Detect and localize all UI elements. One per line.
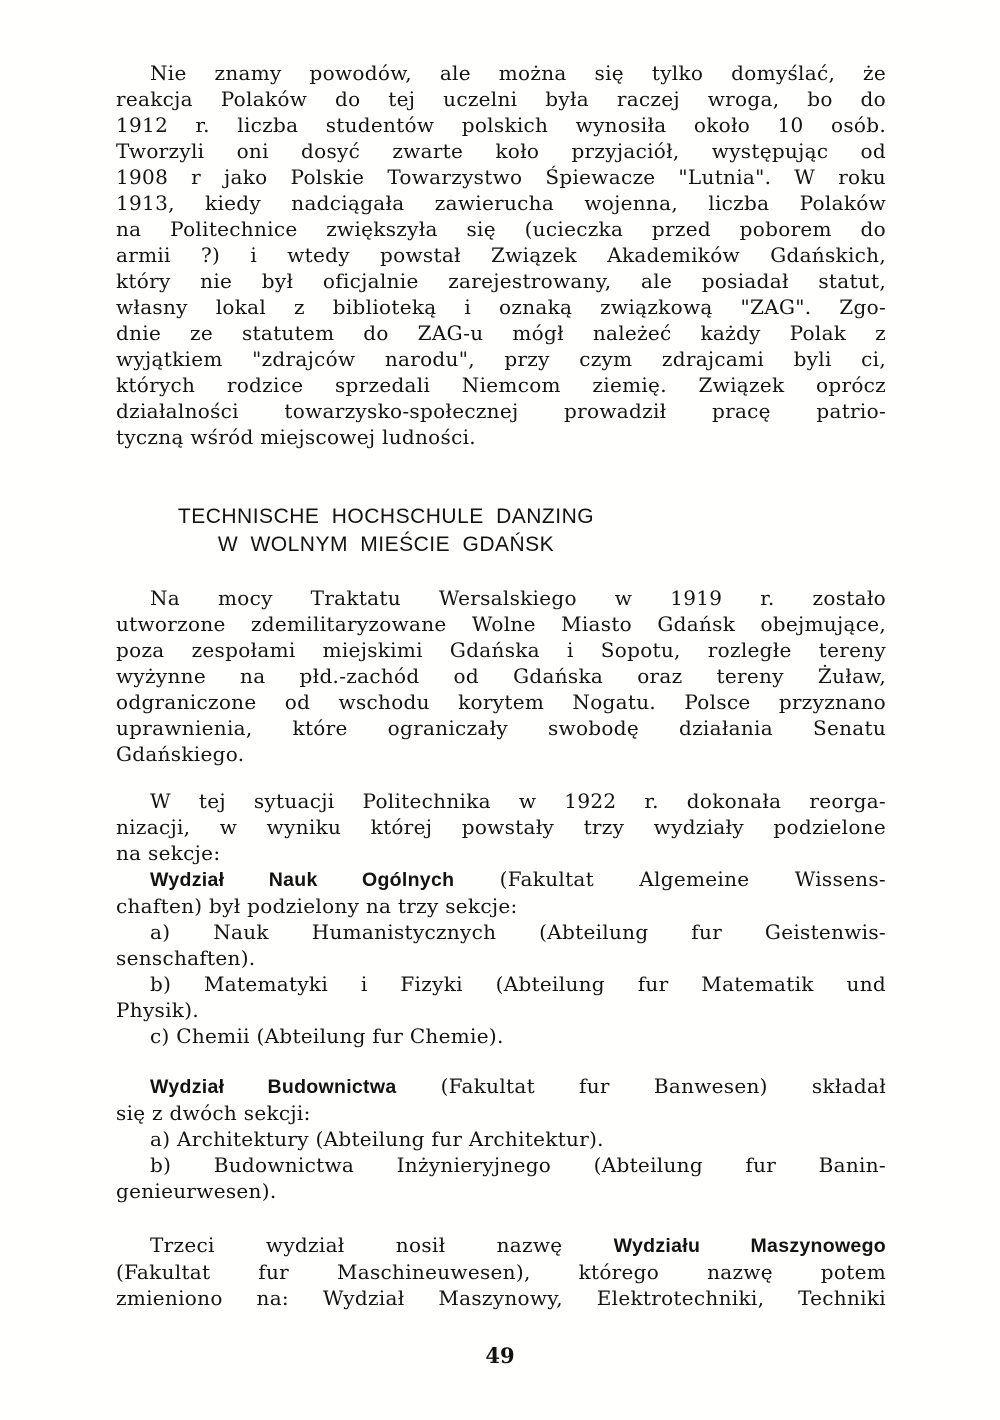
text-line: wyjątkiem "zdrajców narodu", przy czym zdrajcami byli ci, (116, 347, 886, 371)
text-content (116, 60, 886, 1311)
text-line: uprawnienia, które ograniczały swobodę działania Senatu (116, 716, 886, 740)
bold-term: Wydział Nauk Ogólnych (150, 869, 455, 891)
text-line: nizacji, w wyniku której powstały trzy wydziały podzielone (116, 815, 886, 839)
text-line: 1908 r jako Polskie Towarzystwo Śpiewacze "Lutnia". W roku (116, 165, 886, 189)
text-line: utworzone zdemilitaryzowane Wolne Miasto Gdańsk obejmujące, (116, 612, 886, 636)
paragraph-3 (116, 788, 886, 1049)
paragraph-1 (116, 60, 886, 450)
text-line: chaften) był podzielony na trzy sekcje: (116, 894, 518, 918)
text-line: dnie ze statutem do ZAG-u mógł należeć każdy Polak z (116, 321, 886, 345)
text-line: armii ?) i wtedy powstał Związek Akademików Gdańskich, (116, 243, 886, 267)
bold-term: Wydziału Maszynowego (613, 1235, 886, 1257)
text-line: b) Matematyki i Fizyki (Abteilung fur Matematik und (150, 972, 886, 996)
text-line: reakcja Polaków do tej uczelni była raczej wroga, bo do (116, 87, 886, 111)
text-line: Tworzyli oni dosyć zwarte koło przyjaciół, występując od (116, 139, 886, 163)
section-heading (116, 503, 656, 559)
text-line: Wydział Budownictwa (Fakultat fur Banwesen) składał (150, 1074, 886, 1098)
text-line: c) Chemii (Abteilung fur Chemie). (150, 1024, 504, 1048)
text-line: b) Budownictwa Inżynieryjnego (Abteilung fur Banin- (150, 1153, 886, 1177)
paragraph-2 (116, 585, 886, 767)
text-line: Trzeci wydział nosił nazwę Wydziału Maszynowego (150, 1233, 886, 1257)
text-line: których rodzice sprzedali Niemcom ziemię. Związek oprócz (116, 373, 886, 397)
text-line: Physik). (116, 998, 199, 1022)
paragraph-4 (116, 1073, 886, 1204)
text-line: na sekcje: (116, 841, 221, 865)
text-line: własny lokal z biblioteką i oznaką związkową "ZAG". Zgo- (116, 295, 886, 319)
text-line: Wydział Nauk Ogólnych (Fakultat Algemeine Wissens- (150, 867, 886, 891)
text-line: a) Architektury (Abteilung fur Architektur). (150, 1127, 604, 1151)
text-line: senschaften). (116, 946, 256, 970)
text-line: Nie znamy powodów, ale można się tylko domyślać, że (150, 61, 886, 85)
text-line: działalności towarzysko-społecznej prowadził pracę patrio- (116, 399, 886, 423)
text-line: W tej sytuacji Politechnika w 1922 r. dokonała reorga- (150, 789, 886, 813)
text-line: (Fakultat fur Maschineuwesen), którego nazwę potem (116, 1260, 886, 1284)
text-line: a) Nauk Humanistycznych (Abteilung fur Geistenwis- (150, 920, 886, 944)
text-line: wyżynne na płd.-zachód od Gdańska oraz tereny Żuław, (116, 664, 886, 688)
text-line: się z dwóch sekcji: (116, 1101, 311, 1125)
text-line: odgraniczone od wschodu korytem Nogatu. Polsce przyznano (116, 690, 886, 714)
heading-line: W WOLNYM MIEŚCIE GDAŃSK (217, 533, 555, 556)
text-line: który nie był oficjalnie zarejestrowany, ale posiadał statut, (116, 269, 886, 293)
text-line: Na mocy Traktatu Wersalskiego w 1919 r. zostało (150, 586, 886, 610)
page-number: 49 (485, 1343, 515, 1368)
paragraph-5 (116, 1232, 886, 1311)
bold-term: Wydział Budownictwa (150, 1076, 397, 1098)
text-line: tyczną wśród miejscowej ludności. (116, 425, 476, 449)
text-line: poza zespołami miejskimi Gdańska i Sopotu, rozległe tereny (116, 638, 886, 662)
text-line: 1913, kiedy nadciągała zawierucha wojenna, liczba Polaków (116, 191, 886, 215)
text-line: zmieniono na: Wydział Maszynowy, Elektrotechniki, Techniki (116, 1286, 886, 1310)
text-line: 1912 r. liczba studentów polskich wynosiła około 10 osób. (116, 113, 886, 137)
text-line: na Politechnice zwiększyła się (ucieczka przed poborem do (116, 217, 886, 241)
text-line: genieurwesen). (116, 1179, 277, 1203)
text-line: Gdańskiego. (116, 742, 245, 766)
heading-line: TECHNISCHE HOCHSCHULE DANZING (177, 505, 595, 528)
